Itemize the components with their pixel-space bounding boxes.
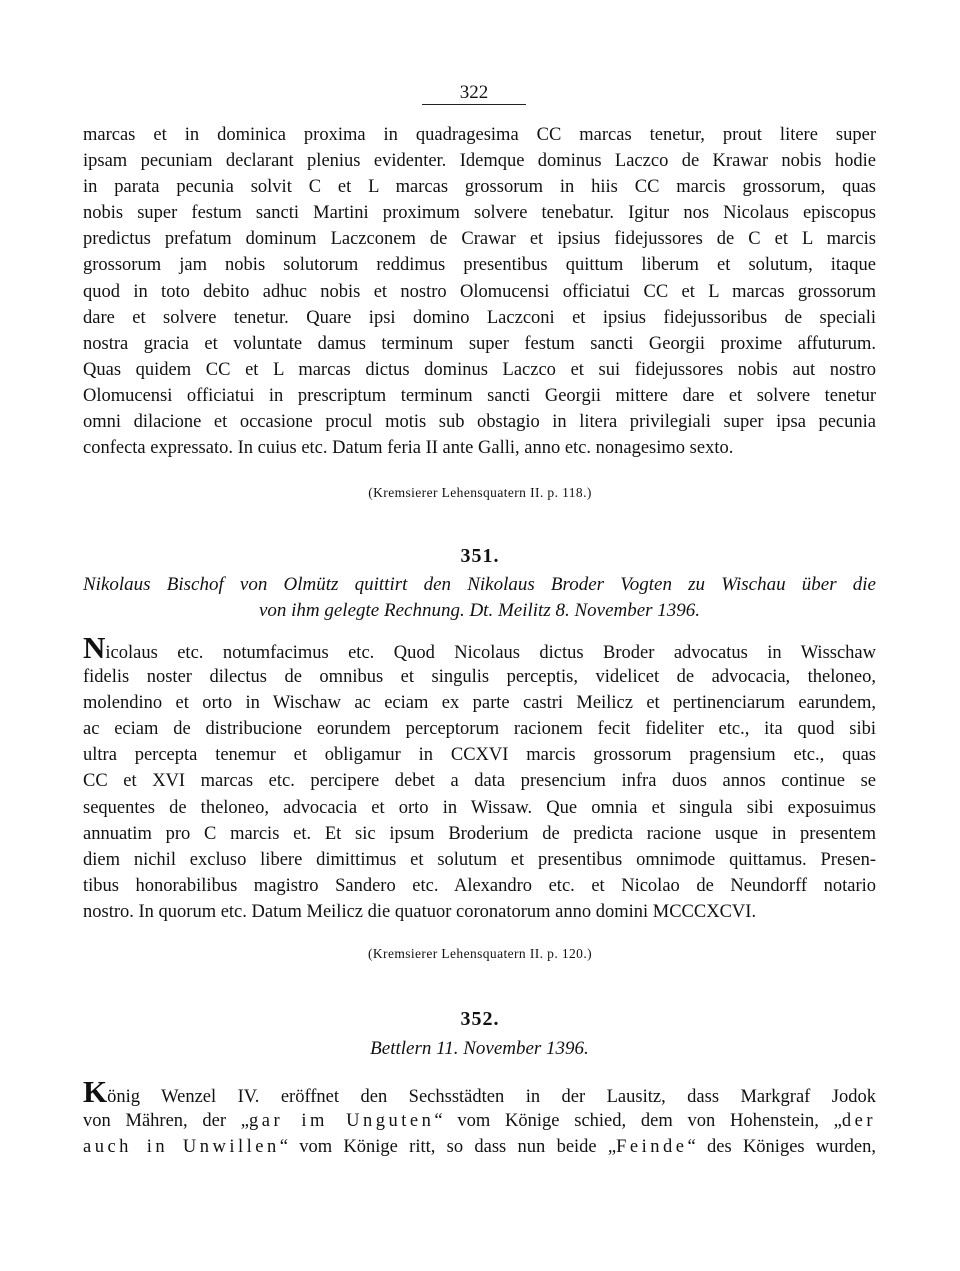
document-number: 351.	[460, 545, 500, 567]
text-line: Olomucensi officiatui in prescriptum terminum sancti Georgii mittere dare et solvere tenetur	[83, 385, 876, 406]
text-line: sequentes de theloneo, advocacia et orto in Wissaw. Que omnia et singula sibi exposuimus	[83, 797, 876, 818]
text-line-rest: icolaus etc. notumfacimus etc. Quod Nicolaus dictus Broder advocatus in Wisschaw	[105, 643, 876, 663]
text-line: diem nichil excluso libere dimittimus et solutum et presentibus omnimode quittamus. Presen-	[83, 849, 876, 870]
text-line: omni dilacione et occasione procul motis sub obstagio in litera privilegiali super ipsa pecunia	[83, 412, 876, 433]
text-line: CC et XVI marcas etc. percipere debet a data presencium infra duos annos continue se	[83, 771, 876, 792]
text-line: quod in toto debito adhuc nobis et nostro Olomucensi officiatui CC et L marcas grossorum	[83, 281, 876, 302]
text-segment: “ vom Könige schied, dem von Hohenstein, „	[434, 1111, 842, 1132]
text-line: nobis super festum sancti Martini proximum solvere tenebatur. Igitur nos Nicolaus episcopus	[83, 203, 876, 224]
spaced-quote: auch in Unwillen	[83, 1137, 280, 1158]
page-number: 322	[459, 82, 489, 103]
text-segment: von Mähren, der „	[83, 1111, 250, 1132]
spaced-quote: der	[841, 1111, 876, 1132]
source-citation: (Kremsierer Lehensquatern II. p. 118.)	[368, 485, 592, 500]
text-segment: “ des Königes wurden,	[687, 1137, 876, 1158]
text-line: molendino et orto in Wischaw ac eciam ex parte castri Meilicz et pertinenciarum earundem,	[83, 693, 876, 714]
source-citation: (Kremsierer Lehensquatern II. p. 120.)	[368, 946, 592, 961]
text-line: tibus honorabilibus magistro Sandero etc. Alexandro etc. et Nicolao de Neundorff notario	[83, 875, 876, 896]
text-line	[83, 1108, 876, 1134]
document-number: 352.	[460, 1008, 500, 1030]
text-line	[83, 1074, 876, 1109]
spaced-quote: gar im Unguten	[249, 1111, 435, 1132]
text-line: annuatim pro C marcis et. Et sic ipsum Broderium de predicta racione usque in presentem	[83, 823, 876, 844]
text-line: grossorum jam nobis solutorum reddimus presentibus quittum liberum et solutum, itaque	[83, 255, 876, 276]
text-line: nostro. In quorum etc. Datum Meilicz die quatuor coronatorum anno domini MCCCXCVI.	[83, 901, 757, 922]
text-line: ac eciam de distribucione eorundem perceptorum racionem fecit fideliter etc., ita quod sibi	[83, 719, 876, 740]
text-line: ultra percepta tenemur et obligamur in CCXVI marcis grossorum pragensium etc., quas	[83, 745, 876, 766]
paragraph-continuation	[83, 122, 876, 461]
regest-line: Nikolaus Bischof von Olmütz quittirt den Nikolaus Broder Vogten zu Wischau über die	[83, 574, 876, 595]
text-line: predictus prefatum dominum Laczconem de Crawar et ipsius fidejussores de C et L marcis	[83, 229, 876, 250]
text-line: Quas quidem CC et L marcas dictus dominus Laczco et sui fidejussores nobis aut nostro	[83, 359, 876, 380]
spaced-quote: Feinde	[616, 1137, 688, 1158]
regest-line: von ihm gelegte Rechnung. Dt. Meilitz 8. November 1396.	[258, 600, 701, 621]
text-line: fidelis noster dilectus de omnibus et singulis perceptis, videlicet de advocacia, theloneo,	[83, 667, 876, 688]
text-line	[83, 630, 876, 665]
document-text-351	[83, 630, 876, 925]
text-line: confecta expressato. In cuius etc. Datum feria II ante Galli, anno etc. nonagesimo sexto.	[83, 438, 734, 459]
initial-letter: N	[83, 630, 106, 665]
text-segment: “ vom Könige ritt, so dass nun beide „	[279, 1137, 617, 1158]
regest-line: Bettlern 11. November 1396.	[370, 1038, 589, 1059]
page-number-rule	[422, 104, 526, 105]
text-line: marcas et in dominica proxima in quadragesima CC marcas tenetur, prout litere super	[83, 125, 876, 145]
document-text-352	[83, 1074, 876, 1160]
text-line: dare et solvere tenetur. Quare ipsi domino Laczconi et ipsius fidejussoribus de speciali	[83, 307, 876, 328]
initial-letter: K	[83, 1074, 108, 1109]
regest-352	[83, 1036, 876, 1062]
text-line: ipsam pecuniam declarant plenius evidenter. Idemque dominus Laczco de Krawar nobis hodie	[83, 151, 876, 172]
text-line: in parata pecunia solvit C et L marcas grossorum in hiis CC marcis grossorum, quas	[83, 177, 876, 198]
regest-351	[83, 572, 876, 624]
text-line	[83, 1134, 876, 1160]
text-line: nostra gracia et voluntate damus terminum super festum sancti Georgii proxime affuturum.	[83, 333, 876, 354]
text-line-rest: önig Wenzel IV. eröffnet den Sechsstädten in der Lausitz, dass Markgraf Jodok	[107, 1087, 876, 1107]
